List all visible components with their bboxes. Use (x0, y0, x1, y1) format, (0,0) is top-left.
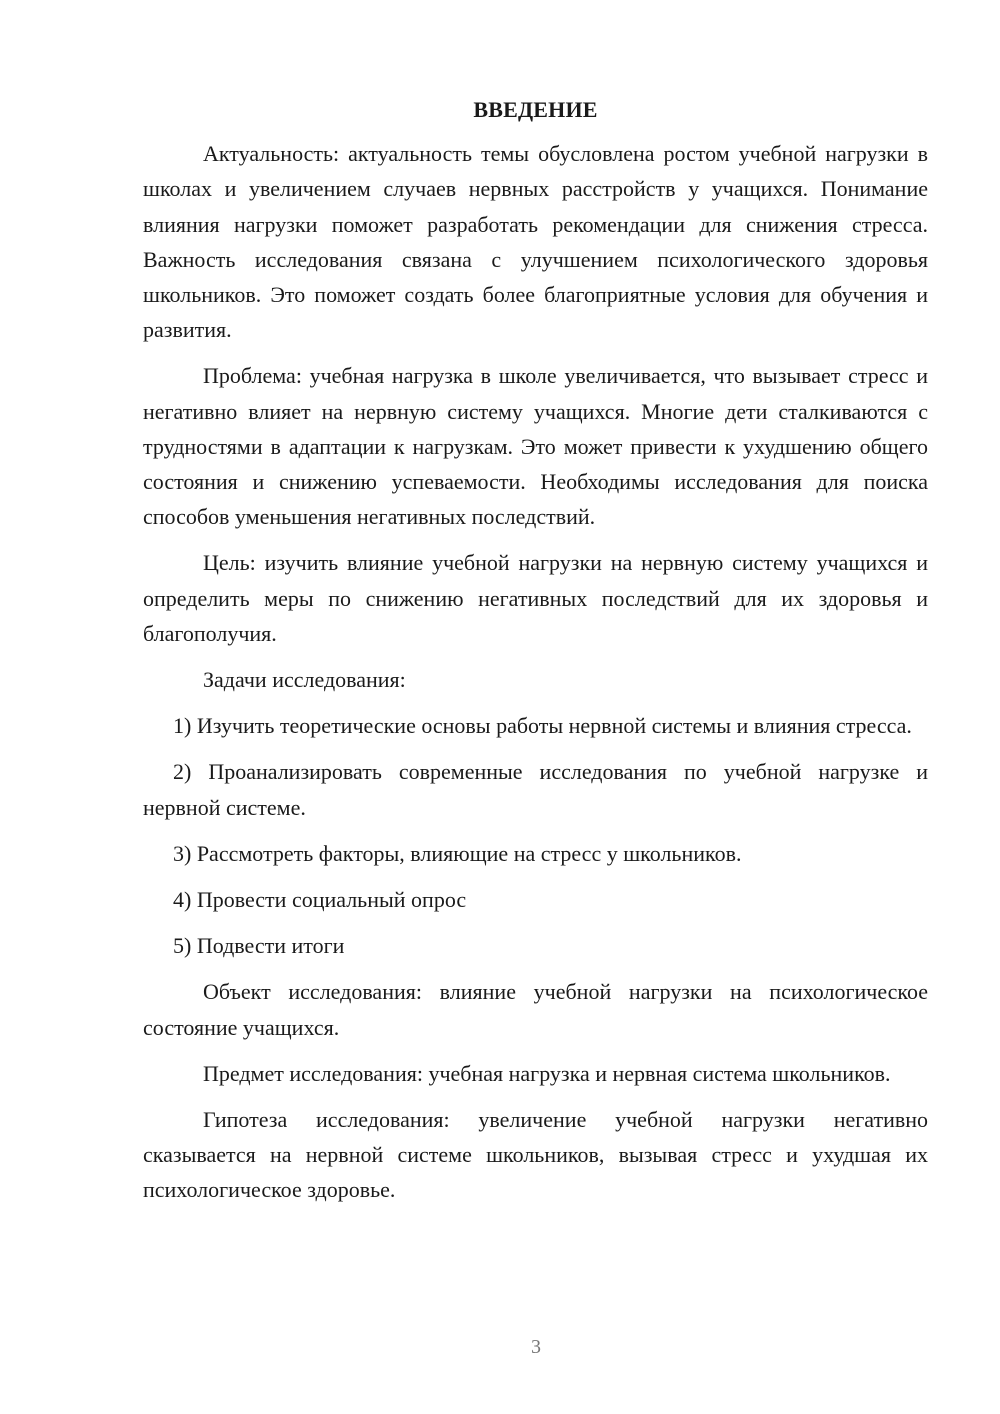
object-paragraph: Объект исследования: влияние учебной нагрузки на психологическое состояние учащихся. (143, 979, 928, 1040)
subject-paragraph: Предмет исследования: учебная нагрузка и нервная система школьников. (203, 1060, 891, 1086)
relevance-paragraph: Актуальность: актуальность темы обусловлена ростом учебной нагрузки в школах и увеличением случаев нервных расстройств у учащихся. Понимание влияния нагрузки поможет разработать рекомендации для снижения стресса. Важность исследования связана с улучшением психологического здоровья школьников. Это поможет создать более благоприятные условия для обучения и развития. (143, 141, 928, 343)
page-number: 3 (531, 1336, 541, 1358)
document-page (143, 92, 928, 1208)
task-item: 2) Проанализировать современные исследования по учебной нагрузке и нервной системе. (143, 759, 928, 820)
problem-paragraph: Проблема: учебная нагрузка в школе увеличивается, что вызывает стресс и негативно влияет на нервную систему учащихся. Многие дети сталкиваются с трудностями в адаптации к нагрузкам. Это может привести к ухудшению общего состояния и снижению успеваемости. Необходимы исследования для поиска способов уменьшения негативных последствий. (143, 363, 928, 530)
goal-paragraph: Цель: изучить влияние учебной нагрузки на нервную систему учащихся и определить меры по снижению негативных последствий для их здоровья и благополучия. (143, 550, 928, 646)
hypothesis-paragraph: Гипотеза исследования: увеличение учебной нагрузки негативно сказывается на нервной системе школьников, вызывая стресс и ухудшая их психологическое здоровье. (143, 1107, 928, 1203)
tasks-heading: Задачи исследования: (203, 667, 406, 693)
task-item: 3) Рассмотреть факторы, влияющие на стресс у школьников. (173, 840, 742, 866)
task-item: 1) Изучить теоретические основы работы нервной системы и влияния стресса. (173, 713, 912, 739)
task-item: 5) Подвести итоги (173, 933, 345, 959)
section-title: ВВЕДЕНИЕ (473, 97, 598, 122)
task-item: 4) Провести социальный опрос (173, 887, 467, 913)
